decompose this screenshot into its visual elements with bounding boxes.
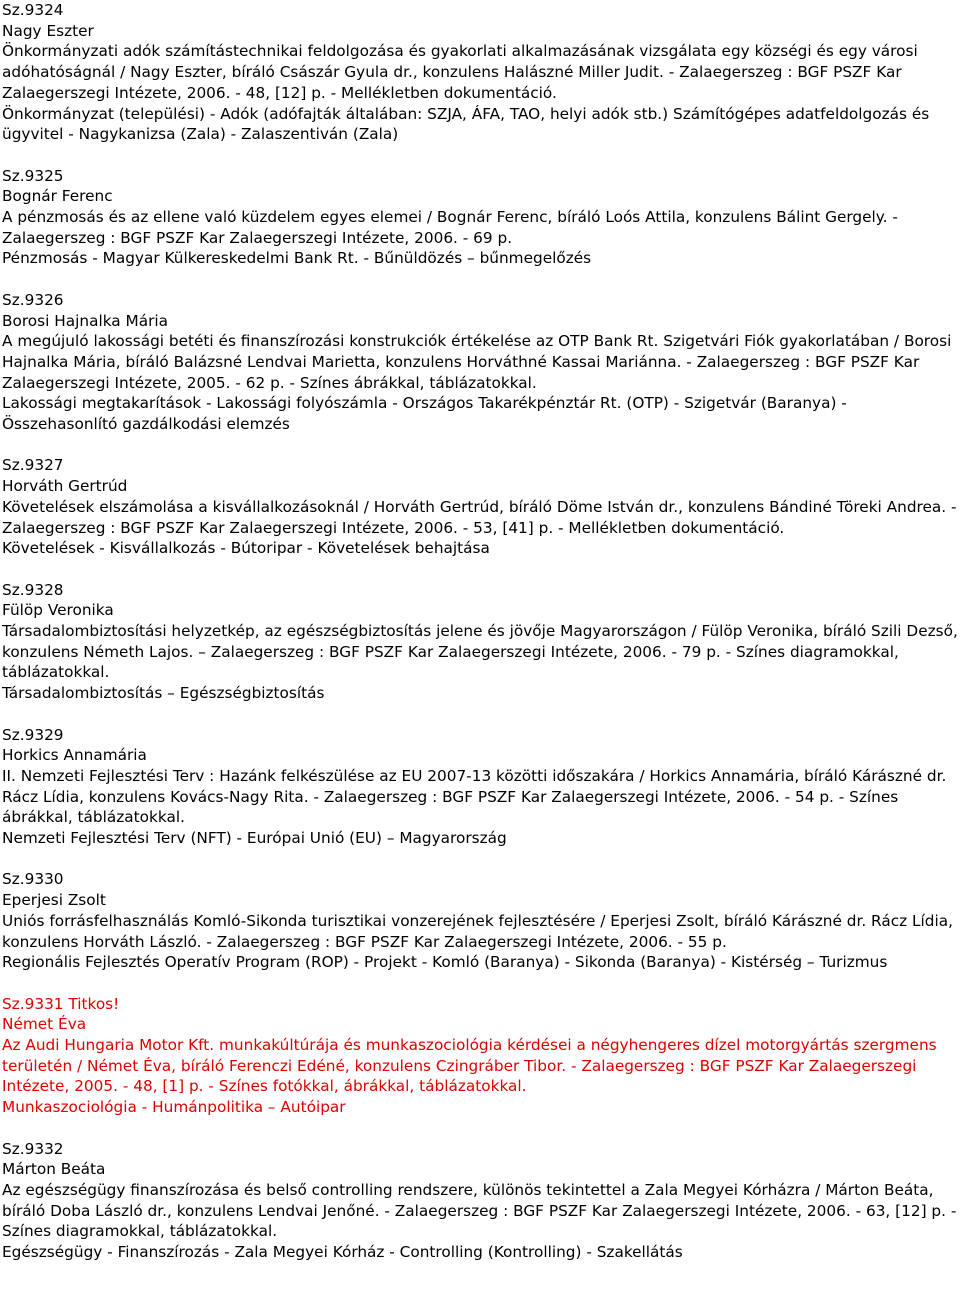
entry-keywords: Követelések - Kisvállalkozás - Bútoripar - Követelések behajtása [2,539,490,558]
entry-id: Sz.9328 [2,580,64,599]
entry-id: Sz.9326 [2,290,64,309]
catalog-entry-9330 [2,869,958,973]
catalog-entry-9325 [2,166,958,270]
entry-description: Önkormányzati adók számítástechnikai feldolgozása és gyakorlati alkalmazásának vizsgálata egy községi és egy városi adóhatóságnál / Nagy Eszter, bíráló Császár Gyula dr., konzulens Halászné Miller Judit. - Zalaegerszeg : BGF PSZF Kar Zalaegerszegi Intézete, 2006. - 48, [12] p. - Mellékletben dokumentáció. [2,42,918,102]
entry-id: Sz.9331 Titkos! [2,994,120,1013]
entry-id: Sz.9330 [2,870,64,889]
entry-description: Uniós forrásfelhasználás Komló-Sikonda turisztikai vonzerejének fejlesztésére / Eperjesi Zsolt, bíráló Kárászné dr. Rácz Lídia, konzulens Horváth László. - Zalaegerszeg : BGF PSZF Kar Zalaegerszegi Intézete, 2006. - 55 p. [2,911,953,951]
entry-id: Sz.9327 [2,456,64,475]
catalog-entry-9331-confidential [2,994,958,1118]
catalog-entry-9324 [2,0,958,145]
entry-keywords: Munkaszociológia - Humánpolitika – Autóipar [2,1098,346,1117]
entry-author: Bognár Ferenc [2,187,113,206]
entry-description: Társadalombiztosítási helyzetkép, az egészségbiztosítás jelene és jövője Magyarországon / Fülöp Veronika, bíráló Szili Dezső, konzulens Németh Lajos. – Zalaegerszeg : BGF PSZF Kar Zalaegerszegi Intézete, 2006. - 79 p. - Színes diagramokkal, táblázatokkal. [2,622,958,682]
entry-description: Az Audi Hungaria Motor Kft. munkakúltúrája és munkaszociológia kérdései a négyhengeres dízel motorgyártás szergmens területén / Német Éva, bíráló Ferenczi Edéné, konzulens Czingráber Tibor. - Zalaegerszeg : BGF PSZF Kar Zalaegerszegi Intézete, 2005. - 48, [1] p. - Színes fotókkal, ábrákkal, táblázatokkal. [2,1036,937,1096]
entry-description: A megújuló lakossági betéti és finanszírozási konstrukciók értékelése az OTP Bank Rt. Szigetvári Fiók gyakorlatában / Borosi Hajnalka Mária, bíráló Balázsné Lendvai Marietta, konzulens Horváthné Kassai Mariánna. - Zalaegerszeg : BGF PSZF Kar Zalaegerszegi Intézete, 2005. - 62 p. - Színes ábrákkal, táblázatokkal. [2,332,952,392]
entry-keywords: Önkormányzat (települési) - Adók (adófajták általában: SZJA, ÁFA, TAO, helyi adók stb.) Számítógépes adatfeldolgozás és ügyvitel - Nagykanizsa (Zala) - Zalaszentiván (Zala) [2,104,930,144]
entry-keywords: Nemzeti Fejlesztési Terv (NFT) - Európai Unió (EU) – Magyarország [2,829,507,848]
entry-id: Sz.9332 [2,1139,64,1158]
entry-keywords: Társadalombiztosítás – Egészségbiztosítás [2,684,325,703]
entry-author: Nagy Eszter [2,21,94,40]
entry-author: Horkics Annamária [2,746,147,765]
entry-author: Eperjesi Zsolt [2,891,106,910]
entry-keywords: Pénzmosás - Magyar Külkereskedelmi Bank Rt. - Bűnüldözés – bűnmegelőzés [2,249,592,268]
catalog-entry-9328 [2,580,958,704]
catalog-entry-9329 [2,725,958,849]
entry-author: Német Éva [2,1015,87,1034]
entry-author: Fülöp Veronika [2,601,114,620]
entry-id: Sz.9329 [2,725,64,744]
catalog-entry-9332 [2,1139,958,1263]
entry-id: Sz.9324 [2,1,64,19]
entry-description: A pénzmosás és az ellene való küzdelem egyes elemei / Bognár Ferenc, bíráló Loós Attila, konzulens Bálint Gergely. - Zalaegerszeg : BGF PSZF Kar Zalaegerszegi Intézete, 2006. - 69 p. [2,208,898,247]
entry-id: Sz.9325 [2,166,64,185]
entry-keywords: Lakossági megtakarítások - Lakossági folyószámla - Országos Takarékpénztár Rt. (OTP) - Szigetvár (Baranya) - Összehasonlító gazdálkodási elemzés [2,394,847,434]
entry-description: Követelések elszámolása a kisvállalkozásoknál / Horváth Gertrúd, bíráló Döme István dr., konzulens Bándiné Töreki Andrea. - Zalaegerszeg : BGF PSZF Kar Zalaegerszegi Intézete, 2006. - 53, [41] p. - Mellékletben dokumentáció. [2,497,957,537]
entry-description: II. Nemzeti Fejlesztési Terv : Hazánk felkészülése az EU 2007-13 közötti időszakára / Horkics Annamária, bíráló Kárászné dr. Rácz Lídia, konzulens Kovács-Nagy Rita. - Zalaegerszeg : BGF PSZF Kar Zalaegerszegi Intézete, 2006. - 54 p. - Színes ábrákkal, táblázatokkal. [2,766,947,827]
entry-keywords: Egészségügy - Finanszírozás - Zala Megyei Kórház - Controlling (Kontrolling) - Szakellátás [2,1243,683,1262]
catalog-entry-9326 [2,290,958,435]
catalog-entry-9327 [2,455,958,559]
entry-author: Horváth Gertrúd [2,477,128,496]
entry-author: Márton Beáta [2,1160,106,1179]
entry-author: Borosi Hajnalka Mária [2,311,169,330]
entry-description: Az egészségügy finanszírozása és belső controlling rendszere, különös tekintettel a Zala Megyei Kórházra / Márton Beáta, bíráló Doba László dr., konzulens Lendvai Jenőné. - Zalaegerszeg : BGF PSZF Kar Zalaegerszegi Intézete, 2006. - 63, [12] p. - Színes diagramokkal, táblázatokkal. [2,1180,957,1241]
entry-keywords: Regionális Fejlesztés Operatív Program (ROP) - Projekt - Komló (Baranya) - Sikonda (Baranya) - Kistérség – Turizmus [2,953,888,972]
